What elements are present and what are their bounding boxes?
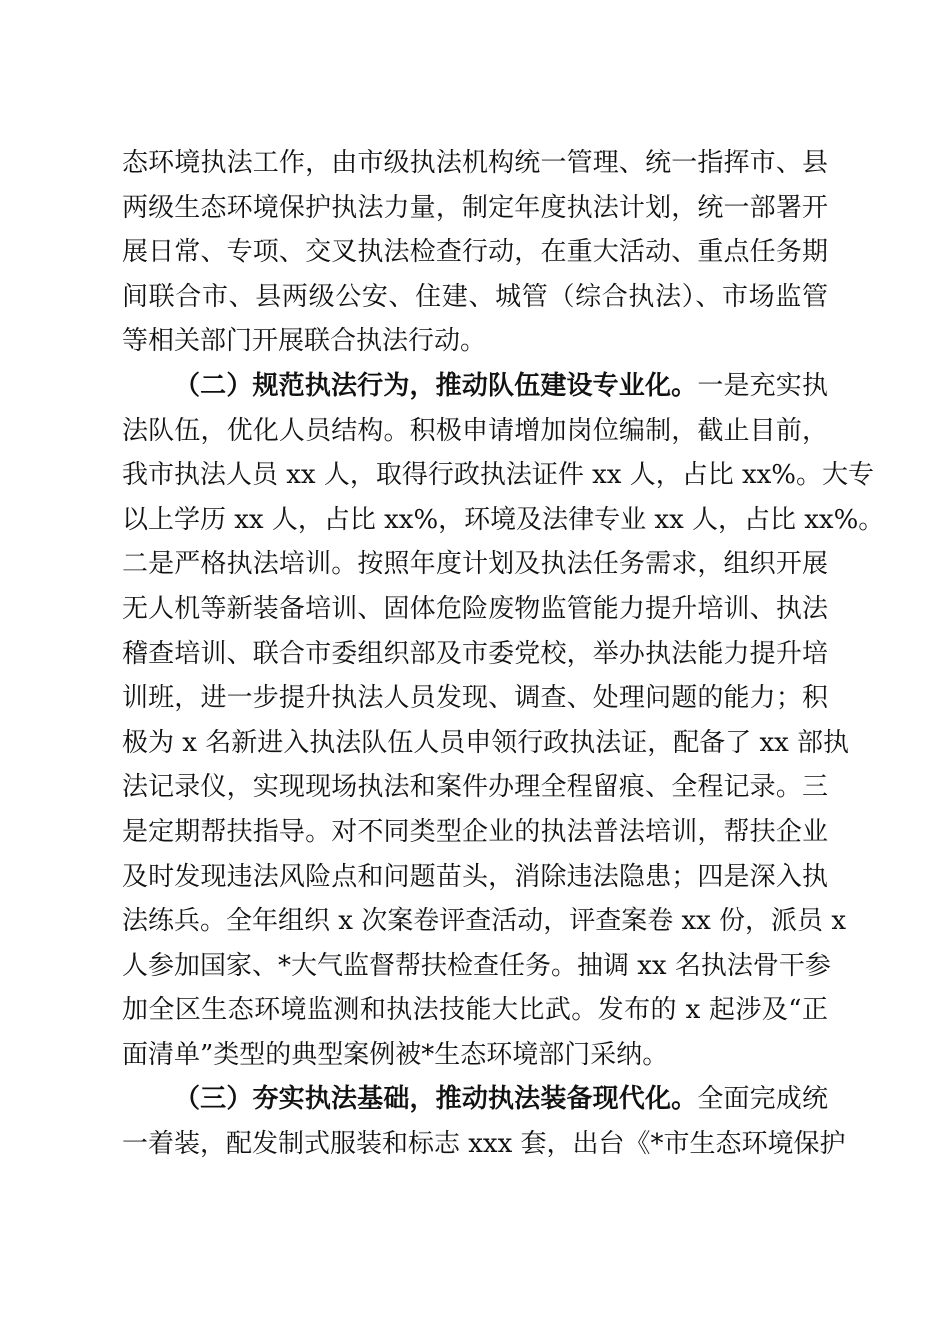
paragraph-3	[122, 1077, 846, 1166]
text-line: 法记录仪，实现现场执法和案件办理全程留痕、全程记录。三	[122, 772, 828, 803]
text-line: 二是严格执法培训。按照年度计划及执法任务需求，组织开展	[122, 549, 828, 580]
text-line: 加全区生态环境监测和执法技能大比武。发布的 x 起涉及“正	[122, 995, 828, 1026]
paragraph-first-line	[122, 1077, 828, 1122]
text-line: 稽查培训、联合市委组织部及市委党校，举办执法能力提升培	[122, 638, 828, 669]
section-heading: （二）规范执法行为，推动队伍建设专业化。	[174, 370, 698, 401]
paragraph-2	[122, 364, 885, 1078]
text-line: 以上学历 xx 人，占比 xx%，环境及法律专业 xx 人，占比 xx%。	[122, 504, 885, 535]
paragraph-first-line	[122, 364, 828, 409]
text-line: 两级生态环境保护执法力量，制定年度执法计划，统一部署开	[122, 192, 828, 223]
text-line: 间联合市、县两级公安、住建、城管（综合执法）、市场监管	[122, 281, 828, 312]
text-line: 法队伍，优化人员结构。积极申请增加岗位编制，截止目前，	[122, 415, 828, 446]
text-line: 展日常、专项、交叉执法检查行动，在重大活动、重点任务期	[122, 237, 828, 268]
text-line: 极为 x 名新进入执法队伍人员申领行政执法证，配备了 xx 部执	[122, 727, 850, 758]
text-line: 训班，进一步提升执法人员发现、调查、处理问题的能力；积	[122, 683, 828, 714]
text-line: 法练兵。全年组织 x 次案卷评查活动，评查案卷 xx 份，派员 x	[122, 906, 846, 937]
text-line: 等相关部门开展联合执法行动。	[122, 326, 487, 357]
text-line: 是定期帮扶指导。对不同类型企业的执法普法培训，帮扶企业	[122, 816, 828, 847]
text-run: 一是充实执	[697, 370, 828, 401]
text-line: 一着装，配发制式服装和标志 xxx 套，出台《*市生态环境保护	[122, 1129, 846, 1160]
paragraph-1	[122, 141, 828, 364]
text-line: 面清单”类型的典型案例被*生态环境部门采纳。	[122, 1039, 669, 1070]
text-line: 人参加国家、*大气监督帮扶检查任务。抽调 xx 名执法骨干参	[122, 950, 831, 981]
text-line: 及时发现违法风险点和问题苗头，消除违法隐患；四是深入执	[122, 861, 828, 892]
body-text	[122, 141, 885, 1167]
text-line: 我市执法人员 xx 人，取得行政执法证件 xx 人，占比 xx%。大专	[122, 460, 875, 491]
section-heading: （三）夯实执法基础，推动执法装备现代化。	[174, 1084, 698, 1115]
text-line: 态环境执法工作，由市级执法机构统一管理、统一指挥市、县	[122, 148, 828, 178]
text-line: 无人机等新装备培训、固体危险废物监管能力提升培训、执法	[122, 593, 828, 624]
text-run: 全面完成统	[697, 1084, 828, 1115]
